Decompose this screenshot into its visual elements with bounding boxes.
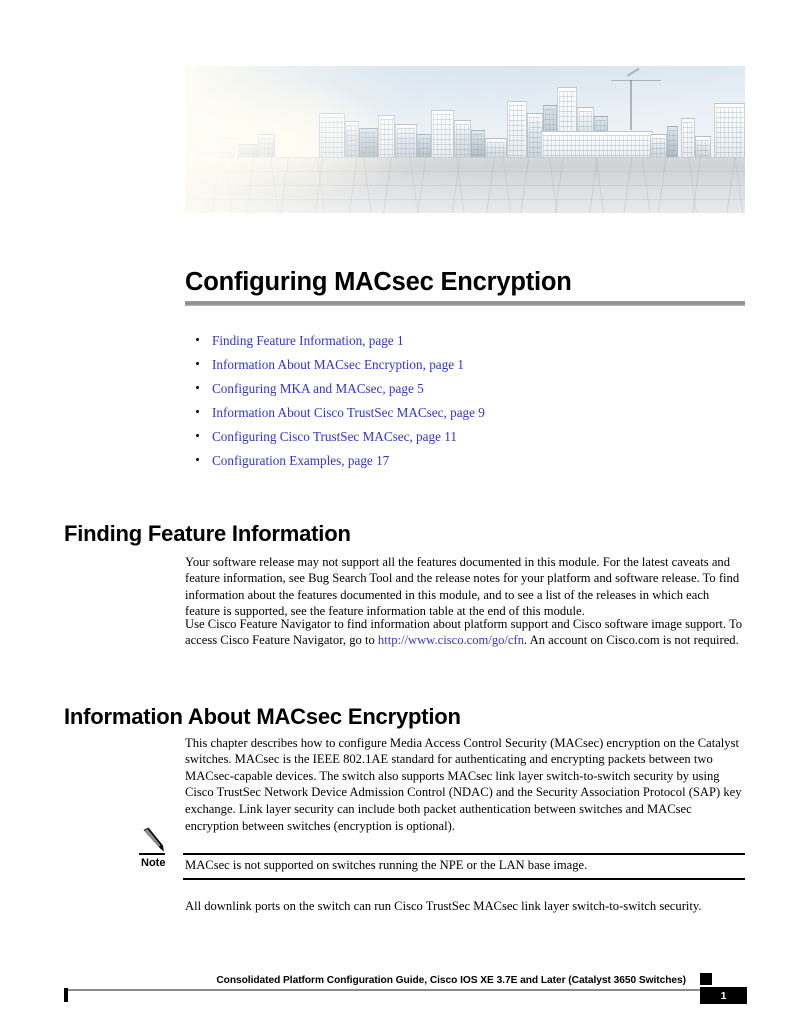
toc-link[interactable]: Configuring MKA and MACsec, page 5 xyxy=(212,381,424,396)
chapter-title-rule xyxy=(185,301,745,306)
paragraph-information-about-macsec-encryption-1: This chapter describes how to configure Media Access Control Security (MACsec) encryption on the Catalyst switches. MACsec is the IEEE 802.1AE standard for authenticating and encrypting packets between two MACsec-capable devices. The switch also supports MACsec link layer switch-to-switch security by using Cisco TrustSec Network Device Admission Control (NDAC) and the Security Association Protocol (SAP) key exchange. Link layer security can include both packet authentication between switches and MACsec encryption between switches (encryption is optional). xyxy=(185,735,742,833)
bullet-icon xyxy=(196,362,199,365)
chapter-title: Configuring MACsec Encryption xyxy=(185,268,572,296)
banner-plaza-ground xyxy=(185,157,745,213)
toc-item[interactable] xyxy=(193,430,753,454)
page-number-badge: 1 xyxy=(700,987,747,1004)
bullet-icon xyxy=(196,386,199,389)
paragraph-text-before-link: Use Cisco Feature Navigator to find information about platform support and Cisco software image support. To access Cisco Feature Navigator, go to xyxy=(185,616,743,648)
footer-square-marker-icon xyxy=(700,973,712,985)
footer-guide-title: Consolidated Platform Configuration Guide, Cisco IOS XE 3.7E and Later (Catalyst 3650 Switches) xyxy=(216,975,686,986)
cisco-feature-navigator-link[interactable]: http://www.cisco.com/go/cfn xyxy=(377,633,524,648)
note-rule-bottom xyxy=(183,878,745,880)
chapter-banner-image xyxy=(185,66,745,213)
paragraph-finding-feature-information-2 xyxy=(185,616,745,649)
section-heading-information-about-macsec-encryption: Information About MACsec Encryption xyxy=(64,703,461,729)
toc-item[interactable] xyxy=(193,454,753,478)
section-heading-finding-feature-information: Finding Feature Information xyxy=(64,520,351,546)
toc-link[interactable]: Finding Feature Information, page 1 xyxy=(212,333,404,348)
note-label: Note xyxy=(141,857,166,869)
toc-link[interactable]: Information About Cisco TrustSec MACsec, page 9 xyxy=(212,405,485,420)
toc-link[interactable]: Configuring Cisco TrustSec MACsec, page 11 xyxy=(212,429,457,444)
footer-rule xyxy=(64,989,745,991)
toc-link[interactable]: Configuration Examples, page 17 xyxy=(212,453,390,468)
toc-item[interactable] xyxy=(193,406,753,430)
note-rule-top xyxy=(183,853,745,855)
toc-link[interactable]: Information About MACsec Encryption, page 1 xyxy=(212,357,464,372)
pencil-icon xyxy=(139,826,169,854)
chapter-toc-list xyxy=(193,334,753,478)
toc-item[interactable] xyxy=(193,334,753,358)
banner-skyline xyxy=(185,66,745,163)
paragraph-text-after-link: . An account on Cisco.com is not required. xyxy=(524,633,739,648)
toc-item[interactable] xyxy=(193,382,753,406)
bullet-icon xyxy=(196,458,199,461)
paragraph-finding-feature-information-1: Your software release may not support all the features documented in this module. For the latest caveats and feature information, see Bug Search Tool and the release notes for your platform and software release. To find information about the features documented in this module, and to see a list of the releases in which each feature is supported, see the feature information table at the end of this module. xyxy=(185,554,740,619)
bullet-icon xyxy=(196,434,199,437)
bullet-icon xyxy=(196,410,199,413)
footer-left-tick xyxy=(64,988,68,1002)
note-text: MACsec is not supported on switches running the NPE or the LAN base image. xyxy=(185,858,588,872)
toc-item[interactable] xyxy=(193,358,753,382)
bullet-icon xyxy=(196,338,199,341)
note-icon-rule xyxy=(139,853,165,855)
paragraph-after-note: All downlink ports on the switch can run Cisco TrustSec MACsec link layer switch-to-switch security. xyxy=(185,898,702,913)
